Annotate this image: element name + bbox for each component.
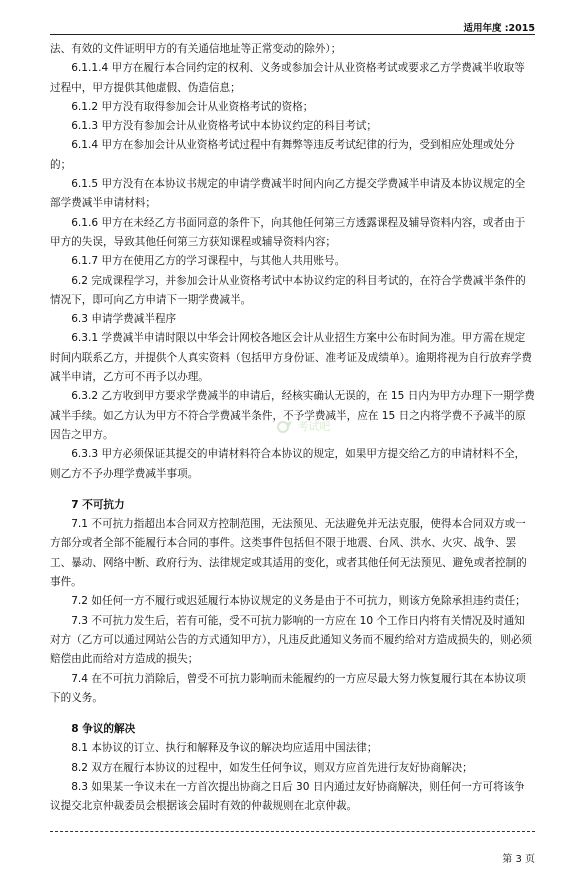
paragraph: 6.1.1.4 甲方在履行本合同约定的权利、义务或参加会计从业资格考试或要求乙方学费减半收取等过程中，甲方提供其他虚假、伪造信息； [50,62,525,94]
paragraph: 6.1.7 甲方在使用乙方的学习课程中，与其他人共用账号。 [71,255,346,268]
paragraph: 6.3.1 学费减半申请时限以中华会计网校各地区会计从业招生方案中公布时间为准。甲方需在规定时间内联系乙方，并提供个人真实资料（包括甲方身份证、准考证及成绩单）。逾期将视为自行放弃学费减半申请，乙方可不再予以办理。 [50,332,533,384]
paragraph: 法、有效的文件证明甲方的有关通信地址等正常变动的除外）； [50,43,342,55]
paragraph: 7.1 不可抗力指超出本合同双方控制范围，无法预见、无法避免并无法克服，使得本合同双方或一方部分或者全部不能履行本合同的事件。这类事件包括但不限于地震、台风、洪水、火灾、战争、罢工、暴动、网络中断、政府行为、法律规定或其适用的变化，或者其他任何无法预见、避免或者控制的事件。 [50,518,527,589]
paragraph: 7.2 如任何一方不履行或迟延履行本协议规定的义务是由于不可抗力，则该方免除承担违约责任； [71,595,526,608]
watermark-text: 考试吧 [297,420,331,433]
paragraph: 8.3 如果某一争议未在一方首次提出协商之日后 30 日内通过友好协商解决，则任何一方可将该争议提交北京仲裁委员会根据该会届时有效的仲裁规则在北京仲裁。 [50,780,525,813]
paragraph: 6.1.3 甲方没有参加会计从业资格考试中本协议约定的科目考试； [71,120,377,133]
footer-divider [50,831,535,832]
page-number: 第 3 页 [502,854,535,865]
paragraph: 6.3 申请学费减半程序 [71,313,177,326]
section-gap [50,484,535,496]
paragraph: 6.1.4 甲方在参加会计从业资格考试过程中有舞弊等违反考试纪律的行为，受到相应处理或处分的； [50,139,515,171]
paragraph: 6.1.5 甲方没有在本协议书规定的申请学费减半时间内向乙方提交学费减半申请及本协议规定的全部学费减半申请材料； [50,178,526,210]
paragraph: 7.3 不可抗力发生后，若有可能，受不可抗力影响的一方应在 10 个工作日内将有关情况及时通知对方（乙方可以通过网站公告的方式通知甲方），凡违反此通知义务而不履约给对方造成损失的，则必须赔偿由此而给对方造成的损失； [50,614,533,666]
paragraph: 6.3.3 甲方必须保证其提交的申请材料符合本协议的规定，如果甲方提交给乙方的申请材料不全，则乙方不予办理学费减半事项。 [50,448,526,480]
paragraph: 8.2 双方在履行本协议的过程中，如发生任何争议，则双方应首先进行友好协商解决； [71,761,473,774]
paragraph: 6.3.2 乙方收到甲方要求学费减半的申请后，经核实确认无误的，在 15 日内为甲方办理下一期学费减半手续。如乙方认为甲方不符合学费减半条件，不予学费减半，应在 15 日之内将学费不予减半的原因告之甲方。 [50,390,535,441]
section-gap [50,708,535,720]
watermark [276,418,331,434]
paragraph: 6.1.6 甲方在未经乙方书面同意的条件下，向其他任何第三方透露课程及辅导资料内容，或者由于甲方的失误，导致其他任何第三方获知课程或辅导资料内容； [50,216,526,248]
page-header [50,14,535,35]
paragraph: 6.1.2 甲方没有取得参加会计从业资格考试的资格； [71,100,314,113]
watermark-logo-icon [276,420,294,434]
paragraph: 8.1 本协议的订立、执行和解释及争议的解决均应适用中国法律； [71,742,378,755]
section-heading: 7 不可抗力 [71,498,125,511]
paragraph: 6.2 完成课程学习，并参加会计从业资格考试中本协议约定的科目考试的，在符合学费减半条件的情况下，即可向乙方申请下一期学费减半。 [50,274,526,306]
section-heading: 8 争议的解决 [71,723,136,736]
paragraph: 7.4 在不可抗力消除后，曾受不可抗力影响而未能履约的一方应尽最大努力恢复履行其在本协议项下的义务。 [50,672,526,704]
applicable-year: 适用年度 :2015 [463,23,535,34]
